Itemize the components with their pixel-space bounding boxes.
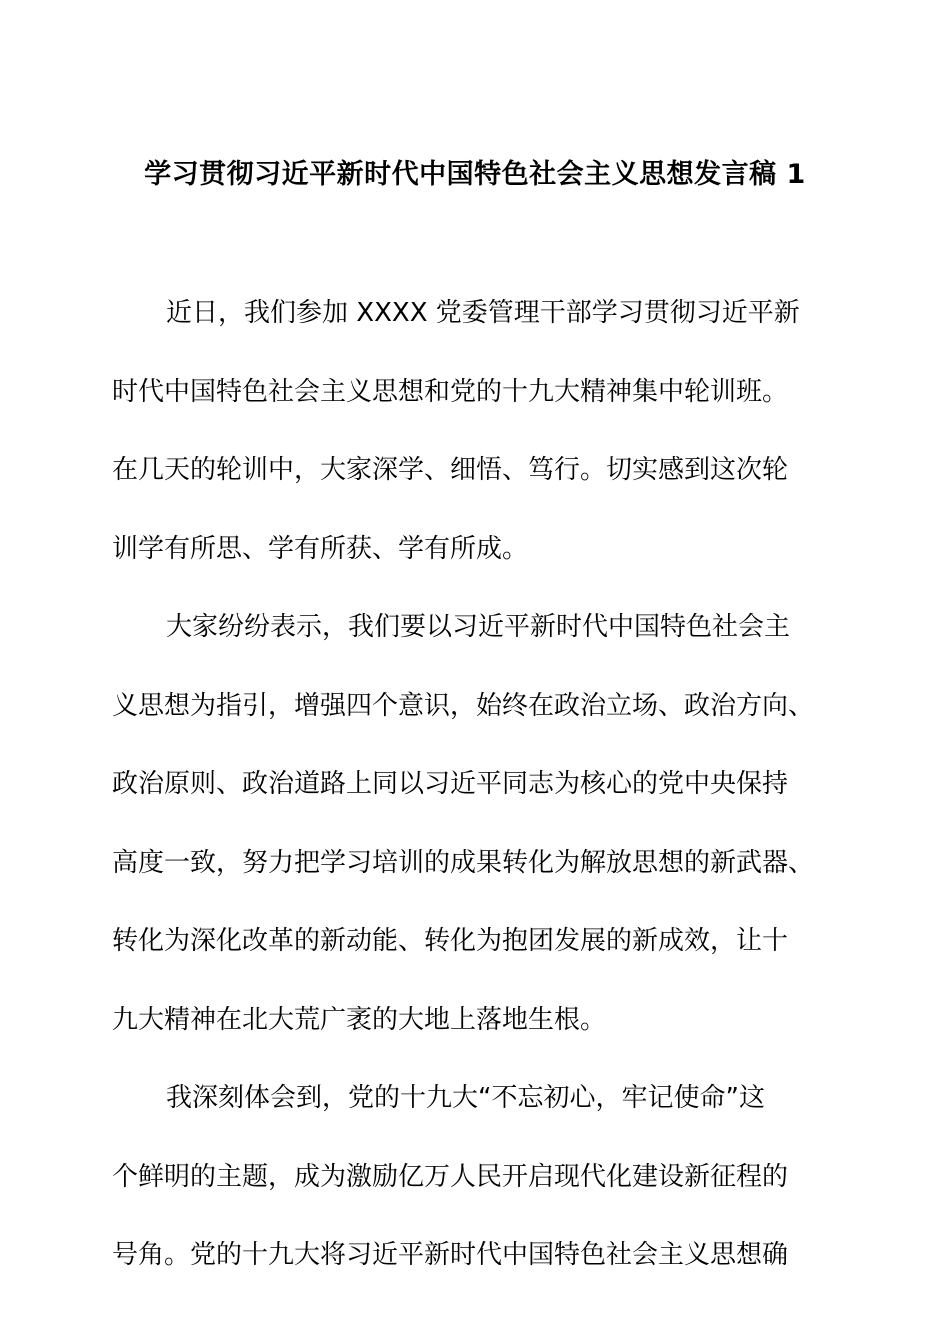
document-body	[112, 285, 852, 1306]
paragraph-line: 近日，我们参加 XXXX 党委管理干部学习贯彻习近平新	[166, 298, 800, 328]
paragraph-line: 转化为深化改革的新动能、转化为抱团发展的新成效，让十	[112, 926, 789, 956]
paragraph-line: 高度一致，努力把学习培训的成果转化为解放思想的新武器、	[112, 847, 815, 878]
paragraph-3	[112, 1070, 852, 1283]
paragraph-line: 政治原则、政治道路上同以习近平同志为核心的党中央保持	[112, 769, 789, 799]
paragraph-line: 大家纷纷表示，我们要以习近平新时代中国特色社会主	[166, 612, 791, 642]
paragraph-line: 号角。党的十九大将习近平新时代中国特色社会主义思想确	[112, 1240, 789, 1270]
paragraph-line: 我深刻体会到，党的十九大“不忘初心，牢记使命”这	[166, 1083, 765, 1113]
paragraph-line: 在几天的轮训中，大家深学、细悟、笃行。切实感到这次轮	[112, 455, 789, 485]
paragraph-line: 个鲜明的主题，成为激励亿万人民开启现代化建设新征程的	[112, 1161, 789, 1192]
paragraph-line: 九大精神在北大荒广袤的大地上落地生根。	[112, 1004, 607, 1035]
document-title: 学习贯彻习近平新时代中国特色社会主义思想发言稿 1	[144, 159, 806, 190]
paragraph-1	[112, 285, 852, 577]
paragraph-line: 训学有所思、学有所获、学有所成。	[112, 533, 529, 564]
paragraph-2	[112, 599, 852, 1048]
paragraph-line: 时代中国特色社会主义思想和党的十九大精神集中轮训班。	[112, 376, 789, 407]
paragraph-line: 义思想为指引，增强四个意识，始终在政治立场、政治方向、	[112, 690, 815, 721]
